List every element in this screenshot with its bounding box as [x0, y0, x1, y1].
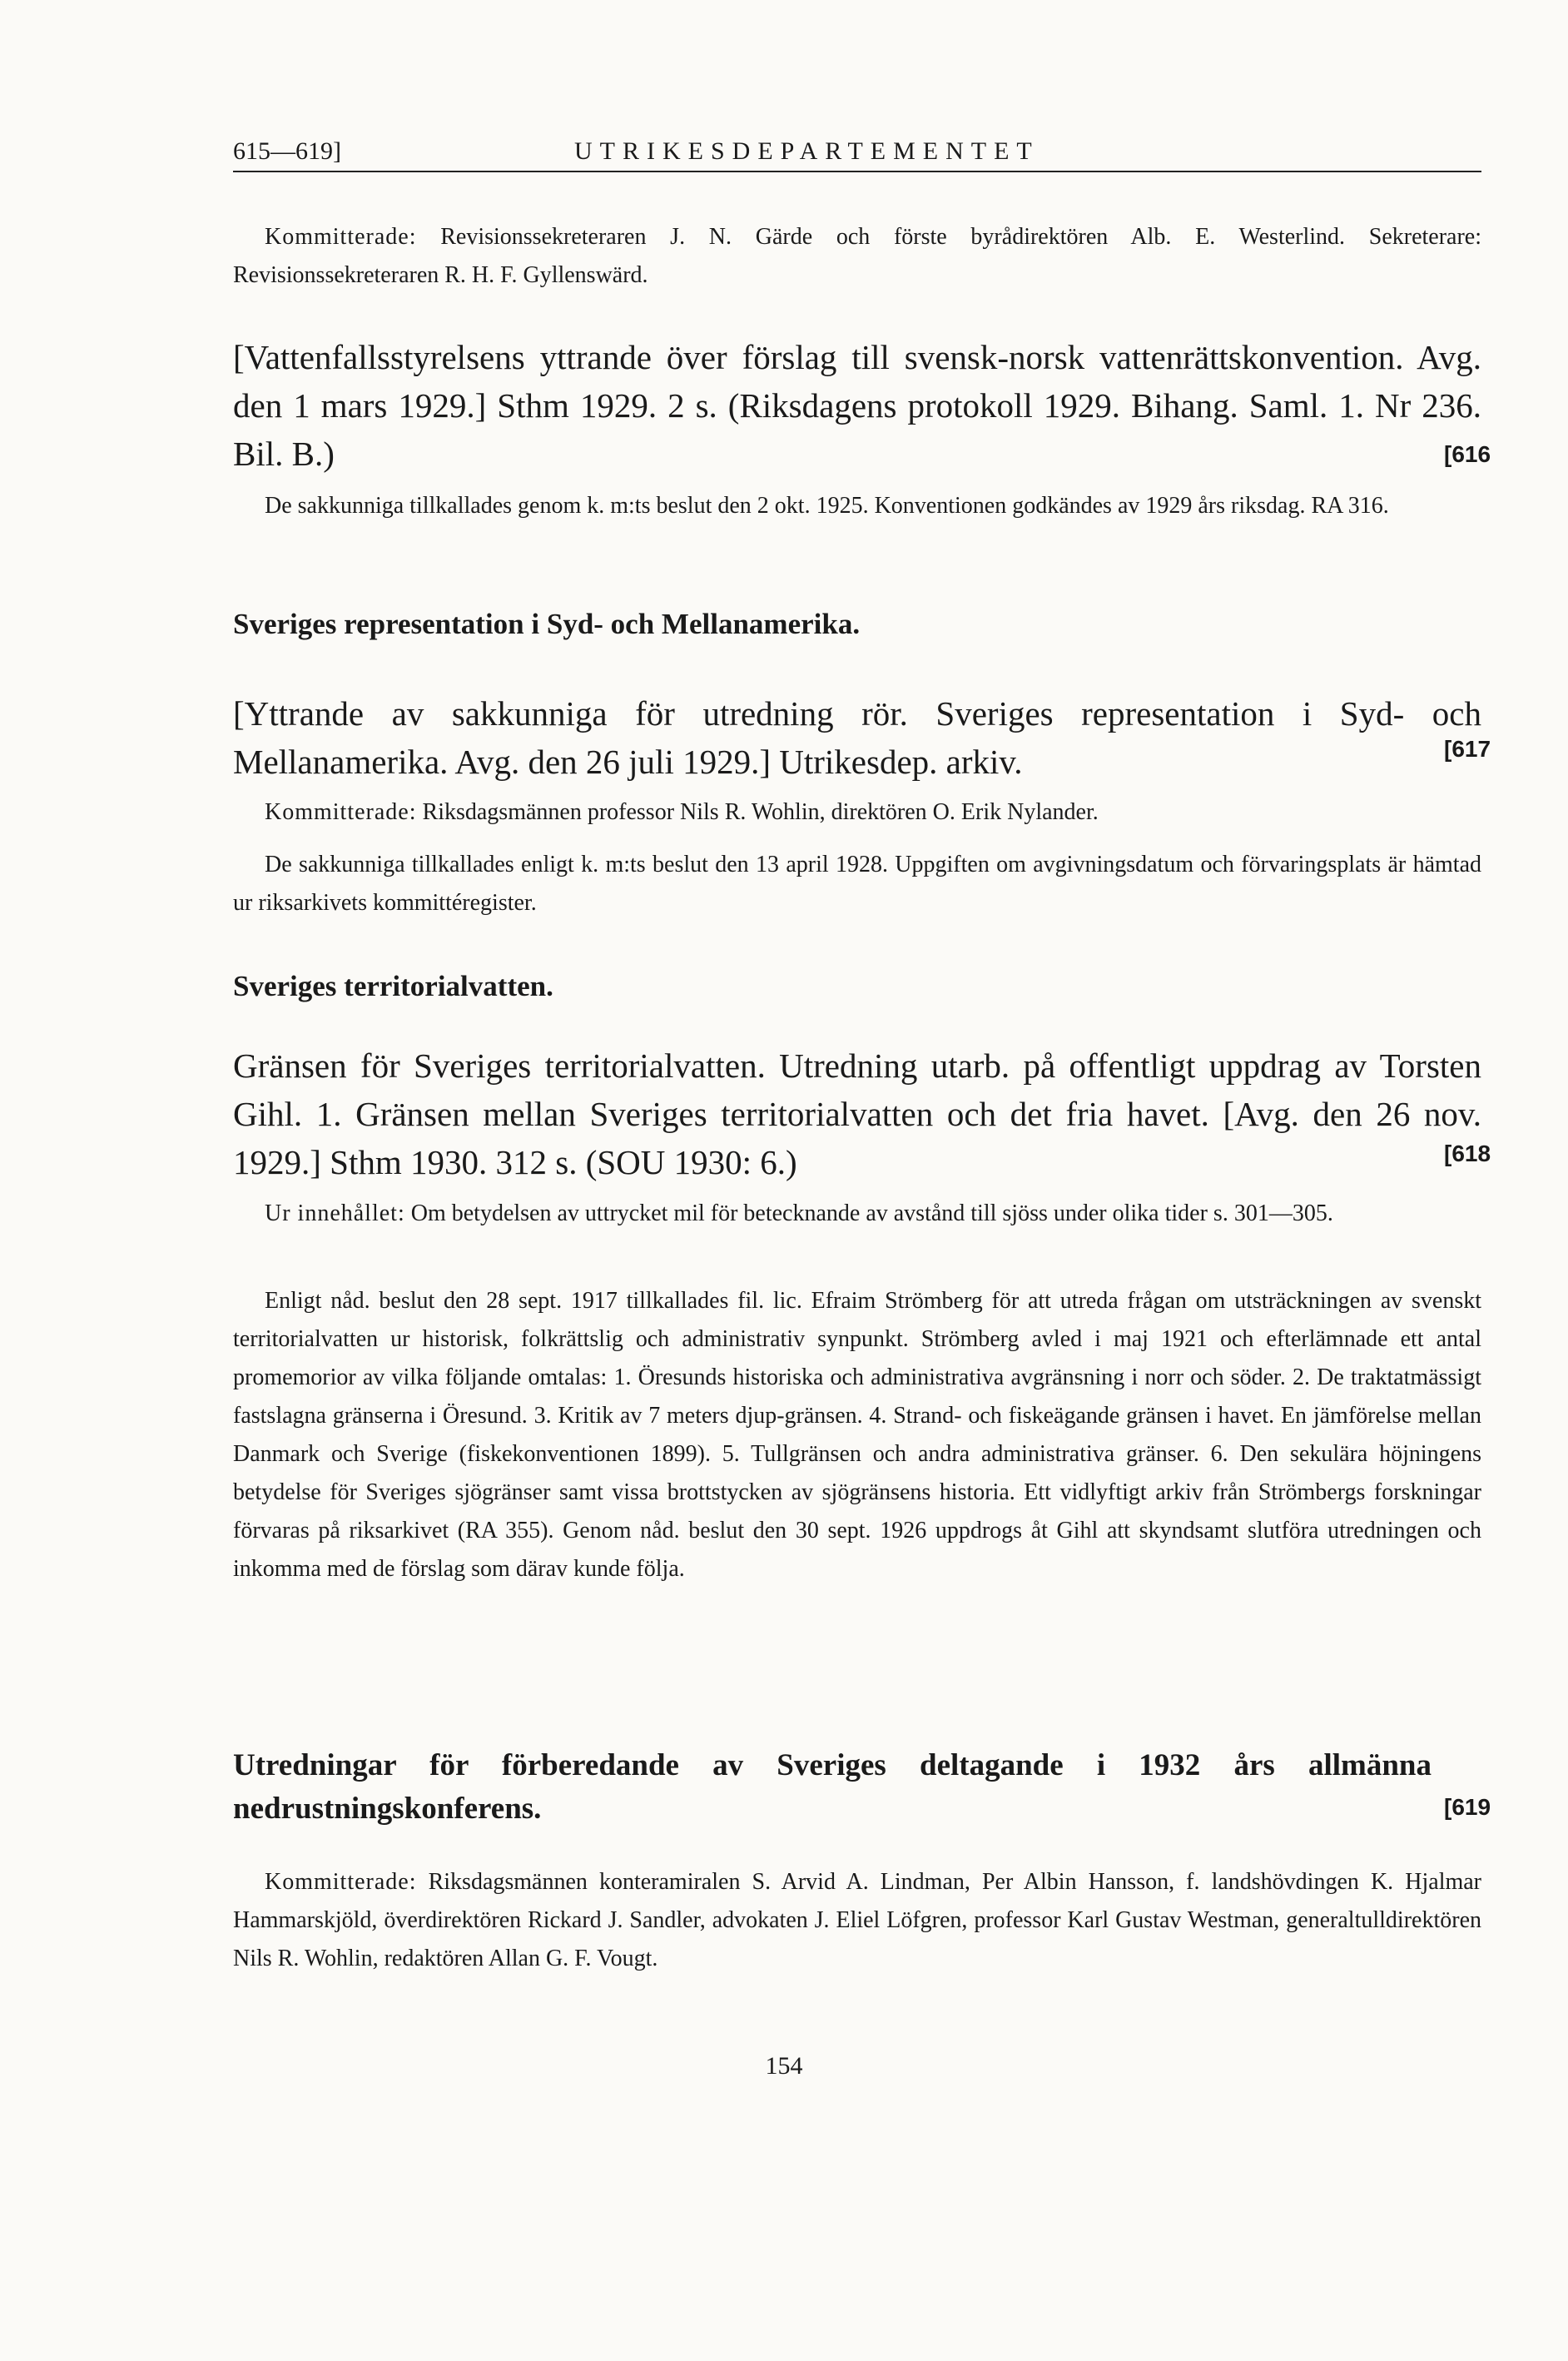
entry-616-number: [616 — [1444, 441, 1491, 467]
committee-text: Revisionssekreteraren J. N. Gärde och förste byrådirektören Alb. E. Westerlind. Sekreterare: Revisionssekreteraren R. H. F. Gyllenswärd. — [233, 224, 1481, 288]
entry-619-committee — [233, 1863, 1481, 1978]
page-number: 154 — [765, 2052, 803, 2080]
entry-619-heading: Utredningar för förberedande av Sveriges deltagande i 1932 års allmänna nedrustningskonferens. — [233, 1748, 1432, 1826]
entry-618-citation: Gränsen för Sveriges territorialvatten. Utredning utarb. på offentligt uppdrag av Torsten Gihl. 1. Gränsen mellan Sveriges territorialvatten och det fria havet. [Avg. den 26 nov. 1929.] Sthm 1930. 312 s. (SOU 1930: 6.) — [233, 1046, 1481, 1181]
section-heading-syd-mellanamerika: Sveriges representation i Syd- och Mellanamerika. — [233, 608, 861, 640]
department-title: UTRIKESDEPARTEMENTET — [574, 137, 1040, 165]
entry-617-committee — [233, 793, 1481, 832]
committee-label: Kommitterade: — [265, 1869, 417, 1895]
entry-615-committee — [233, 218, 1481, 295]
committee-label: Kommitterade: — [265, 224, 417, 250]
running-head — [233, 137, 1481, 172]
section-heading-territorialvatten: Sveriges territorialvatten. — [233, 970, 553, 1002]
entry-619-number: [619 — [1444, 1794, 1491, 1820]
committee-label: Kommitterade: — [265, 799, 417, 825]
entry-617-note: De sakkunniga tillkallades enligt k. m:ts beslut den 13 april 1928. Uppgiften om avgivningsdatum och förvaringsplats är hämtad ur riksarkivets kommittéregister. — [233, 852, 1481, 916]
entry-617-citation: [Yttrande av sakkunniga för utredning rör. Sveriges representation i Syd- och Mellanamerika. Avg. den 26 juli 1929.] Utrikesdep. arkiv. — [233, 694, 1481, 781]
entry-618-note: Enligt nåd. beslut den 28 sept. 1917 tillkallades fil. lic. Efraim Strömberg för att utreda frågan om utsträckningen av svenskt territorialvatten ur historisk, folkrättslig och administrativ synpunkt. Strömberg avled i maj 1921 och efterlämnade ett antal promemorior av vilka följande omtalas: 1. Öresunds historiska och administrativa avgränsning i norr och söder. 2. De traktatmässigt fastslagna gränserna i Öresund. 3. Kritik av 7 meters djup-gränsen. 4. Strand- och fiskeägande gränsen i havet. En jämförelse mellan Danmark och Sverige (fiskekonventionen 1899). 5. Tullgränsen och andra administrativa gränser. 6. Den sekulära höjningens betydelse för Sveriges sjögränser samt vissa brottstycken av sjögränsens historia. Ett vidlyftigt arkiv från Strömbergs forskningar förvaras på riksarkivet (RA 355). Genom nåd. beslut den 30 sept. 1926 uppdrogs åt Gihl att skyndsamt slutföra utredningen och inkomma med de förslag som därav kunde följa. — [233, 1288, 1481, 1582]
entry-616-note: De sakkunniga tillkallades genom k. m:ts beslut den 2 okt. 1925. Konventionen godkändes av 1929 års riksdag. RA 316. — [265, 493, 1389, 519]
entry-616-citation: [Vattenfallsstyrelsens yttrande över förslag till svensk-norsk vattenrättskonvention. Avg. den 1 mars 1929.] Sthm 1929. 2 s. (Riksdagens protokoll 1929. Bihang. Saml. 1. Nr 236. Bil. B.) — [233, 338, 1481, 473]
entry-range: 615—619] — [233, 137, 341, 165]
entry-617-number: [617 — [1444, 736, 1491, 762]
contents-text: Om betydelsen av uttrycket mil för betecknande av avstånd till sjöss under olika tider s. 301—305. — [404, 1200, 1333, 1226]
entry-618-contents — [233, 1195, 1481, 1233]
committee-text: Riksdagsmännen konteramiralen S. Arvid A. Lindman, Per Albin Hansson, f. landshövdingen K. Hjalmar Hammarskjöld, överdirektören Rickard J. Sandler, advokaten J. Eliel Löfgren, professor Karl Gustav Westman, generaltulldirektören Nils R. Wohlin, redaktören Allan G. F. Vougt. — [233, 1869, 1481, 1971]
entry-618-number: [618 — [1444, 1141, 1491, 1166]
committee-text: Riksdagsmännen professor Nils R. Wohlin, direktören O. Erik Nylander. — [416, 799, 1099, 825]
contents-label: Ur innehållet: — [265, 1200, 405, 1226]
